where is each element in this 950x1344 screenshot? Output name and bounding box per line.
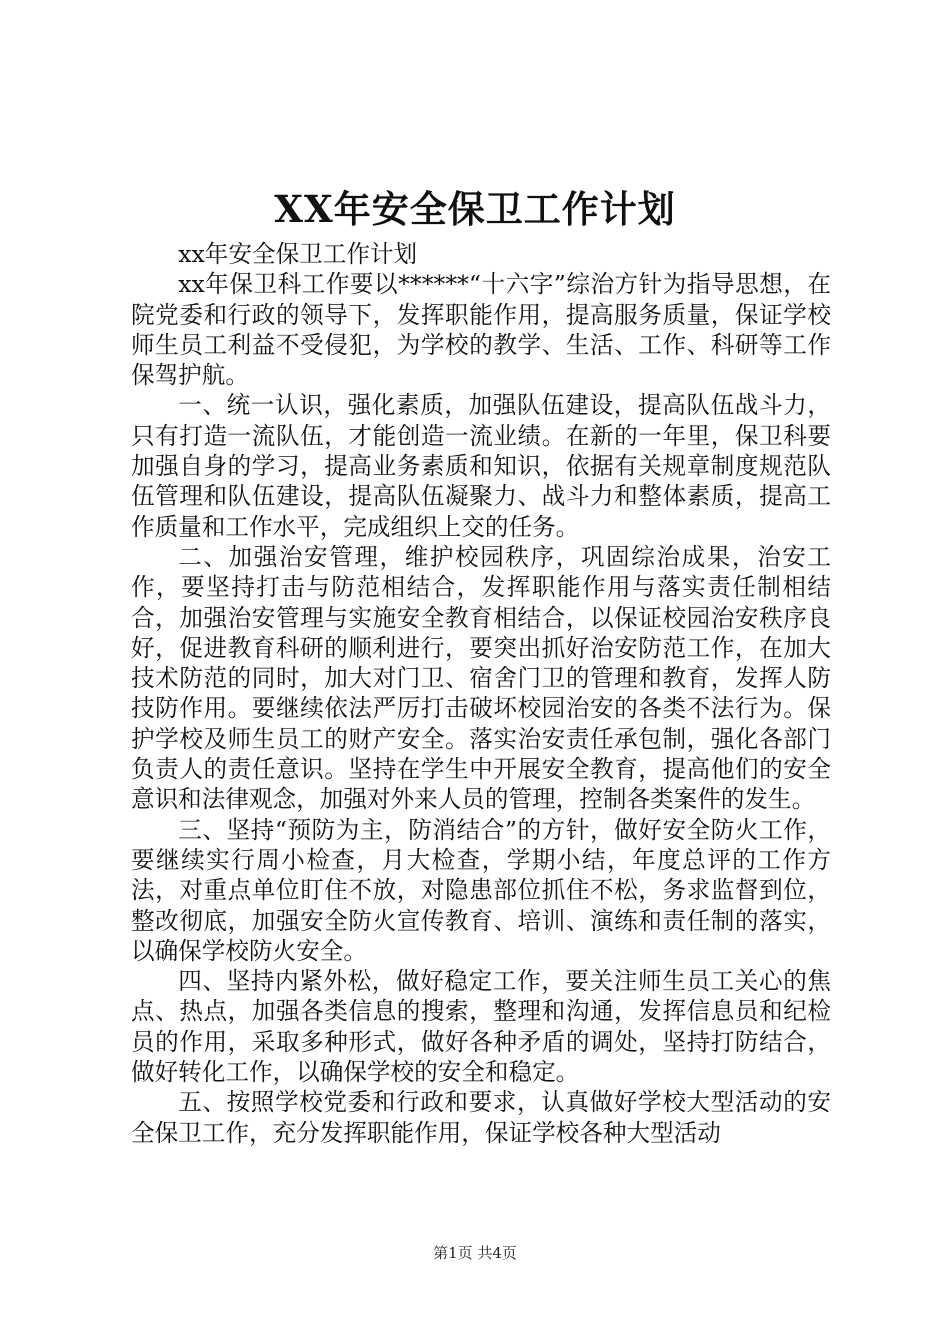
page-number-footer: 第1页 共4页 (433, 1244, 517, 1262)
document-body (131, 239, 831, 1148)
paragraph-section-3: 三、坚持“预防为主，防消结合”的方针，做好安全防火工作，要继续实行周小检查，月大检查，学期小结，年度总评的工作方法，对重点单位盯住不放，对隐患部位抓住不松，务求监督到位，整改彻底，加强安全防火宣传教育、培训、演练和责任制的落实，以确保学校防火安全。 (131, 815, 831, 965)
paragraph-subtitle: xx年安全保卫工作计划 (178, 240, 418, 268)
paragraph-section-2: 二、加强治安管理，维护校园秩序，巩固综治成果，治安工作，要坚持打击与防范相结合，发挥职能作用与落实责任制相结合，加强治安管理与实施安全教育相结合，以保证校园治安秩序良好，促进教育科研的顺利进行，要突出抓好治安防范工作，在加大技术防范的同时，加大对门卫、宿舍门卫的管理和教育，发挥人防技防作用。要继续依法严厉打击破坏校园治安的各类不法行为。保护学校及师生员工的财产安全。落实治安责任承包制，强化各部门负责人的责任意识。坚持在学生中开展安全教育，提高他们的安全意识和法律观念，加强对外来人员的管理，控制各类案件的发生。 (131, 542, 831, 814)
paragraph-section-4: 四、坚持内紧外松，做好稳定工作，要关注师生员工关心的焦点、热点，加强各类信息的搜索，整理和沟通，发挥信息员和纪检员的作用，采取多种形式，做好各种矛盾的调处，坚持打防结合，做好转化工作，以确保学校的安全和稳定。 (131, 967, 831, 1087)
paragraph-section-1: 一、统一认识，强化素质，加强队伍建设，提高队伍战斗力，只有打造一流队伍，才能创造一流业绩。在新的一年里，保卫科要加强自身的学习，提高业务素质和知识，依据有关规章制度规范队伍管理和队伍建设，提高队伍凝聚力、战斗力和整体素质，提高工作质量和工作水平，完成组织上交的任务。 (131, 391, 831, 541)
paragraph-intro: xx年保卫科工作要以******“十六字”综治方针为指导思想，在院党委和行政的领导下，发挥职能作用，提高服务质量，保证学校师生员工利益不受侵犯，为学校的教学、生活、工作、科研等工作保驾护航。 (131, 270, 831, 390)
paragraph-section-5: 五、按照学校党委和行政和要求，认真做好学校大型活动的安全保卫工作，充分发挥职能作用，保证学校各种大型活动 (131, 1088, 831, 1147)
document-title: XX年安全保卫工作计划 (274, 187, 676, 231)
